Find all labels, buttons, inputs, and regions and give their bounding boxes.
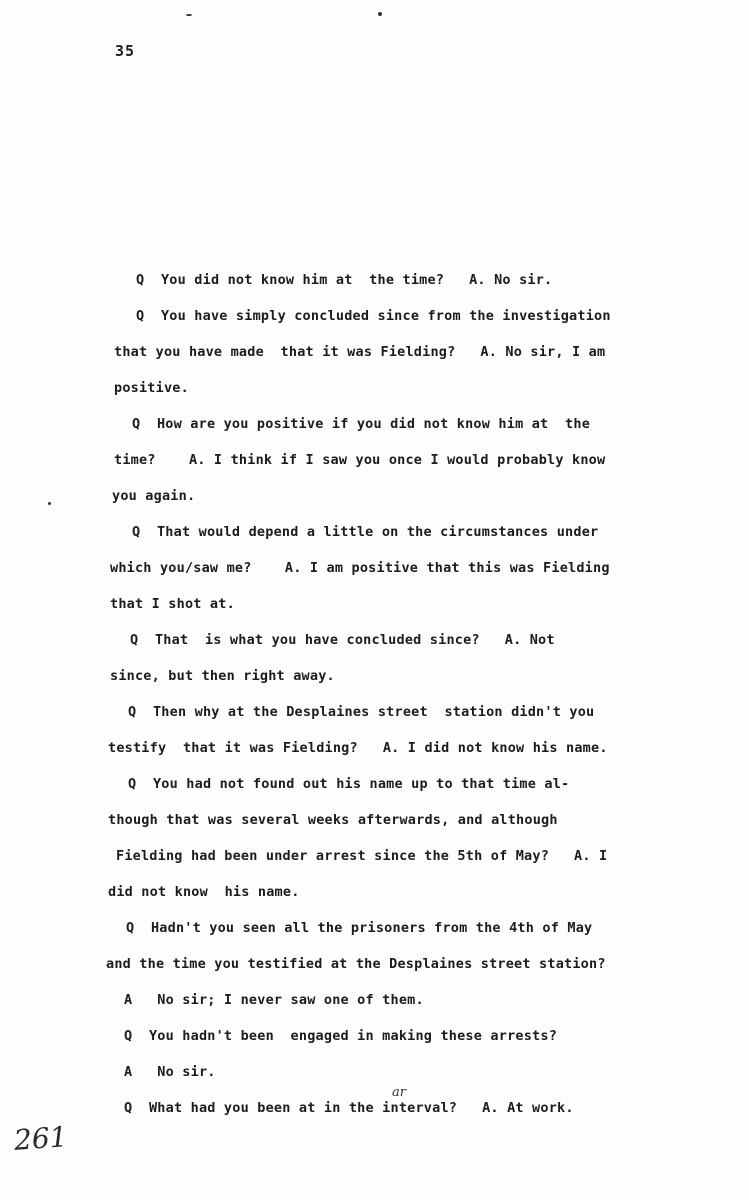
text-line: and the time you testified at the Desplaines street station? xyxy=(106,956,606,972)
text-line: Q That would depend a little on the circumstances under xyxy=(132,524,599,540)
testimony-text xyxy=(106,262,696,1126)
text-line: Q What had you been at in the interval? A. At work. xyxy=(124,1100,574,1116)
page-number: 35 xyxy=(115,42,136,60)
handwritten-page-note: 261 xyxy=(12,1120,69,1157)
text-line: A No sir; I never saw one of them. xyxy=(124,992,424,1008)
text-line: that I shot at. xyxy=(110,596,235,612)
text-line: testify that it was Fielding? A. I did not know his name. xyxy=(108,740,608,756)
text-line: positive. xyxy=(114,380,189,396)
text-line: Q You hadn't been engaged in making these arrests? xyxy=(124,1028,558,1044)
handwritten-insertion: ar xyxy=(392,1085,406,1100)
text-line: Q You had not found out his name up to that time al- xyxy=(128,776,570,792)
text-line: Q You have simply concluded since from the investigation xyxy=(136,308,611,324)
text-line: time? A. I think if I saw you once I would probably know xyxy=(114,452,606,468)
ink-speck xyxy=(186,14,192,16)
text-line: A No sir. xyxy=(124,1064,216,1080)
text-line: Fielding had been under arrest since the 5th of May? A. I xyxy=(116,848,608,864)
text-line: since, but then right away. xyxy=(110,668,335,684)
text-line: Q That is what you have concluded since? A. Not xyxy=(130,632,555,648)
text-line: though that was several weeks afterwards, and although xyxy=(108,812,558,828)
text-line: Q You did not know him at the time? A. No sir. xyxy=(136,272,553,288)
text-line: did not know his name. xyxy=(108,884,300,900)
text-line: Q How are you positive if you did not know him at the xyxy=(132,416,591,432)
text-line: Q Hadn't you seen all the prisoners from the 4th of May xyxy=(126,920,593,936)
text-line: you again. xyxy=(112,488,196,504)
text-line: which you/saw me? A. I am positive that this was Fielding xyxy=(110,560,610,576)
text-line: Q Then why at the Desplaines street station didn't you xyxy=(128,704,595,720)
ink-speck xyxy=(48,502,51,505)
ink-speck xyxy=(378,12,382,16)
text-line: that you have made that it was Fielding? A. No sir, I am xyxy=(114,344,606,360)
